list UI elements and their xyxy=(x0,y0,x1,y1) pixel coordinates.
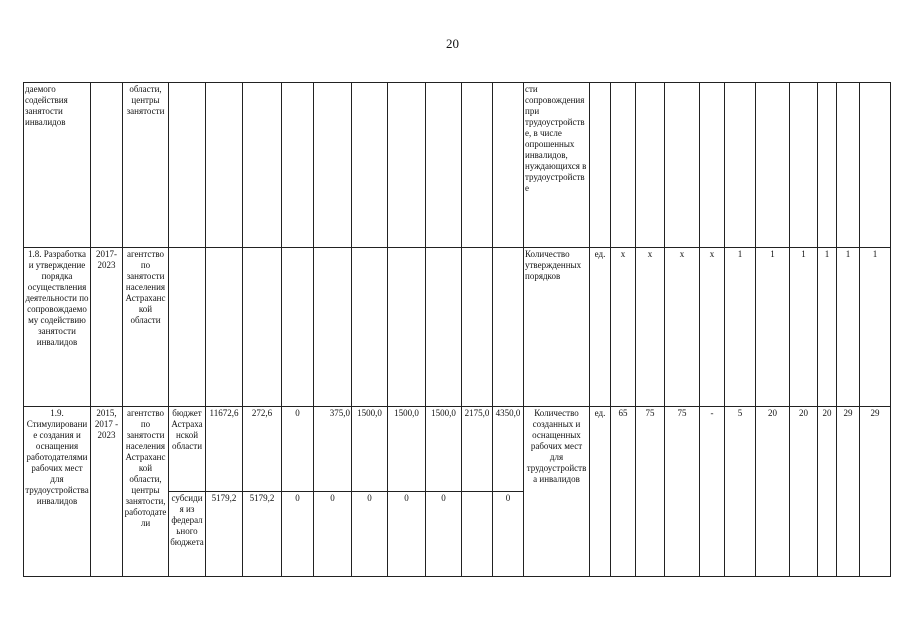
cell-finance xyxy=(462,248,493,407)
cell-period: 2015, 2017 - 2023 xyxy=(91,407,123,577)
cell-finance: 1500,0 xyxy=(426,407,462,492)
cell-indicator: Количество утвержденных порядков xyxy=(524,248,590,407)
table-row xyxy=(24,248,891,407)
cell-finance: 0 xyxy=(426,492,462,577)
cell-unit: ед. xyxy=(590,248,611,407)
program-table xyxy=(23,82,891,577)
cell-finance xyxy=(243,83,282,248)
cell-name: 1.9. Стимулирование создания и оснащения работодателями рабочих мест для трудоустройства инвалидов xyxy=(24,407,91,577)
cell-value: 75 xyxy=(665,407,700,577)
cell-value xyxy=(756,83,790,248)
cell-source: бюджет Астраханской области xyxy=(169,407,206,492)
cell-finance xyxy=(206,248,243,407)
cell-finance: 1500,0 xyxy=(352,407,388,492)
cell-finance xyxy=(426,248,462,407)
cell-finance xyxy=(314,83,352,248)
cell-value xyxy=(818,83,837,248)
cell-value: 1 xyxy=(756,248,790,407)
cell-value: 1 xyxy=(837,248,860,407)
cell-finance xyxy=(462,83,493,248)
cell-value xyxy=(700,83,725,248)
cell-source xyxy=(169,248,206,407)
cell-value: 1 xyxy=(725,248,756,407)
cell-finance xyxy=(462,492,493,577)
table-row xyxy=(24,407,891,492)
cell-finance: 0 xyxy=(282,492,314,577)
cell-finance: 5179,2 xyxy=(243,492,282,577)
cell-finance: 11672,6 xyxy=(206,407,243,492)
cell-source xyxy=(169,83,206,248)
cell-unit: ед. xyxy=(590,407,611,577)
cell-value xyxy=(725,83,756,248)
cell-finance: 0 xyxy=(352,492,388,577)
cell-finance: 272,6 xyxy=(243,407,282,492)
cell-value: 65 xyxy=(611,407,636,577)
cell-finance xyxy=(352,83,388,248)
cell-finance xyxy=(282,83,314,248)
cell-finance xyxy=(493,248,524,407)
cell-finance xyxy=(426,83,462,248)
cell-value xyxy=(611,83,636,248)
table-row xyxy=(24,83,891,248)
cell-value xyxy=(860,83,891,248)
cell-finance xyxy=(352,248,388,407)
cell-finance: 0 xyxy=(493,492,524,577)
cell-indicator: сти сопровождения при трудоустройстве, в числе опрошенных инвалидов, нуждающихся в трудоустройстве xyxy=(524,83,590,248)
cell-value: 20 xyxy=(790,407,818,577)
cell-finance xyxy=(282,248,314,407)
cell-value: х xyxy=(665,248,700,407)
cell-value: 1 xyxy=(818,248,837,407)
cell-executor: агентство по занятости населения Астраханской области xyxy=(123,248,169,407)
cell-unit xyxy=(590,83,611,248)
cell-value: х xyxy=(700,248,725,407)
cell-value: 20 xyxy=(756,407,790,577)
cell-value xyxy=(665,83,700,248)
page-number: 20 xyxy=(446,36,459,51)
cell-finance: 375,0 xyxy=(314,407,352,492)
cell-finance xyxy=(206,83,243,248)
cell-value: 29 xyxy=(860,407,891,577)
cell-executor: агентство по занятости населения Астраханской области, центры занятости, работодатели xyxy=(123,407,169,577)
cell-value: 5 xyxy=(725,407,756,577)
cell-name: даемого содействия занятости инвалидов xyxy=(24,83,91,248)
cell-name: 1.8. Разработка и утверждение порядка осуществления деятельности по сопровождаемому содействию занятости инвалидов xyxy=(24,248,91,407)
cell-finance xyxy=(388,83,426,248)
cell-value xyxy=(790,83,818,248)
cell-finance xyxy=(388,248,426,407)
cell-source: субсидия из федерального бюджета xyxy=(169,492,206,577)
cell-finance: 0 xyxy=(314,492,352,577)
cell-indicator: Количество созданных и оснащенных рабочих мест для трудоустройства инвалидов xyxy=(524,407,590,577)
cell-value: 1 xyxy=(860,248,891,407)
cell-period: 2017-2023 xyxy=(91,248,123,407)
cell-finance: 1500,0 xyxy=(388,407,426,492)
cell-finance: 2175,0 xyxy=(462,407,493,492)
cell-finance: 0 xyxy=(282,407,314,492)
cell-value: 75 xyxy=(636,407,665,577)
cell-finance: 0 xyxy=(388,492,426,577)
cell-finance xyxy=(493,83,524,248)
cell-value: - xyxy=(700,407,725,577)
cell-value xyxy=(837,83,860,248)
cell-period xyxy=(91,83,123,248)
cell-finance xyxy=(243,248,282,407)
cell-value xyxy=(636,83,665,248)
cell-value: 29 xyxy=(837,407,860,577)
cell-value: 20 xyxy=(818,407,837,577)
cell-finance xyxy=(314,248,352,407)
cell-value: х xyxy=(611,248,636,407)
cell-finance: 4350,0 xyxy=(493,407,524,492)
cell-executor: области, центры занятости xyxy=(123,83,169,248)
cell-value: 1 xyxy=(790,248,818,407)
cell-finance: 5179,2 xyxy=(206,492,243,577)
cell-value: х xyxy=(636,248,665,407)
